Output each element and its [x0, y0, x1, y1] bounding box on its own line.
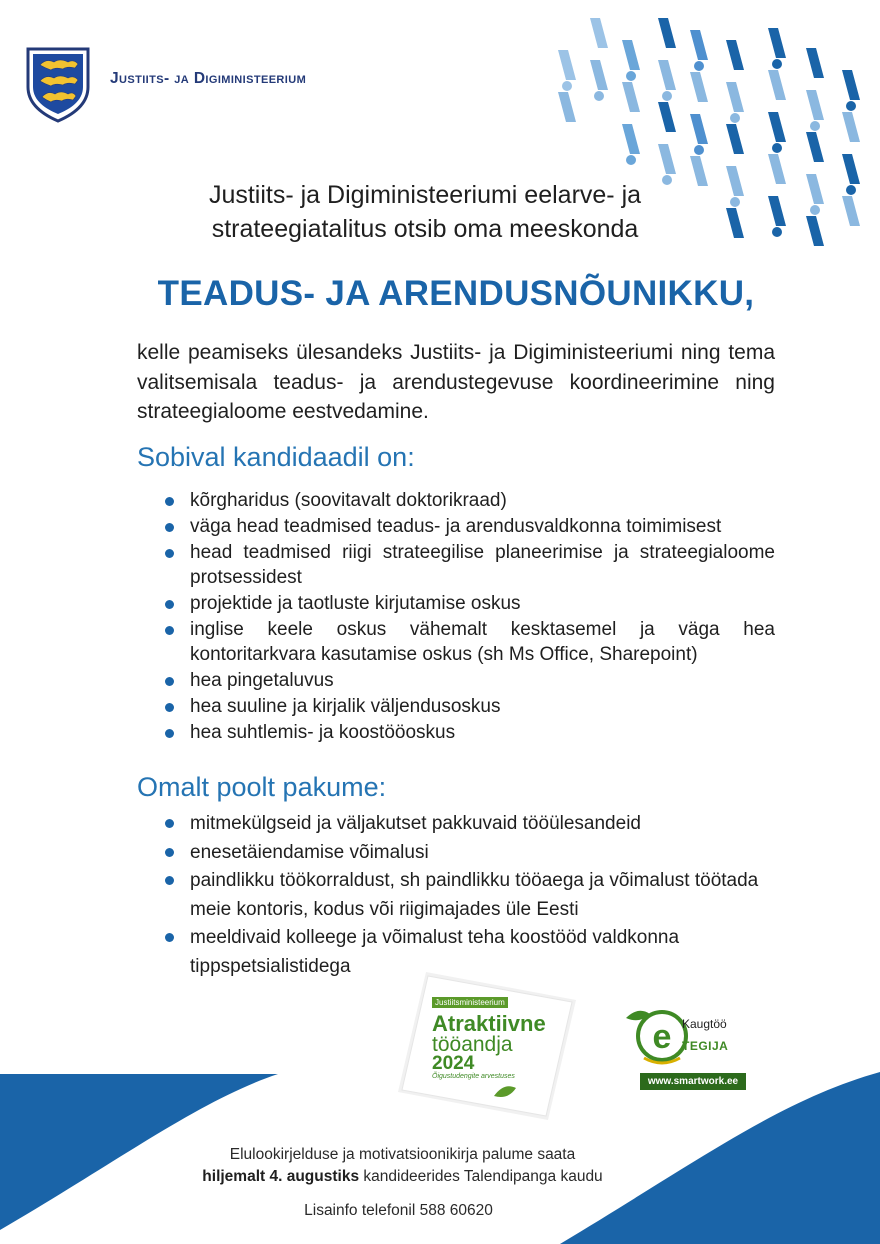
- badge-title-attractive: Atraktiivne: [432, 1011, 546, 1036]
- decor-stripe: [690, 30, 708, 60]
- intro-line-1: Justiits- ja Digiministeeriumi eelarve- ja: [208, 181, 642, 209]
- requirement-item: projektide ja taotluste kirjutamise oskus: [164, 591, 775, 616]
- decor-dot: [810, 121, 820, 131]
- offer-list: [164, 810, 764, 981]
- decor-dot: [846, 185, 856, 195]
- decor-dot: [694, 145, 704, 155]
- coat-of-arms-icon: [22, 43, 94, 123]
- decor-dot: [810, 205, 820, 215]
- decor-stripe: [726, 40, 744, 70]
- decor-stripe: [622, 40, 640, 70]
- requirements-list: [164, 488, 775, 746]
- decor-stripe: [590, 60, 608, 90]
- decor-dot: [772, 59, 782, 69]
- decor-dot: [772, 227, 782, 237]
- footer-line-2-rest: kandideerides Talendipanga kaudu: [359, 1168, 603, 1185]
- smartwork-url: www.smartwork.ee: [640, 1073, 746, 1090]
- decor-stripe: [558, 50, 576, 80]
- decor-stripe: [690, 114, 708, 144]
- decor-stripe: [658, 102, 676, 132]
- decor-dot: [662, 91, 672, 101]
- application-deadline: hiljemalt 4. augustiks: [202, 1168, 360, 1185]
- smartwork-kaug-label: Kaugtöö: [682, 1017, 727, 1031]
- decor-stripe: [622, 82, 640, 112]
- badge-subtitle: Õigustudengite arvestuses: [432, 1073, 515, 1080]
- badge-org-label: Justiitsministeerium: [432, 997, 508, 1008]
- ministry-name: Justiits- ja Digiministeerium: [110, 70, 307, 87]
- decor-dot: [730, 113, 740, 123]
- decor-stripe: [806, 132, 824, 162]
- decor-stripe: [726, 208, 744, 238]
- requirement-item: head teadmised riigi strateegilise planeerimise ja strateegialoome protsessidest: [164, 540, 775, 590]
- requirement-item: hea suuline ja kirjalik väljendusoskus: [164, 694, 775, 719]
- decor-stripe: [842, 196, 860, 226]
- badge-year: 2024: [432, 1053, 475, 1074]
- contact-phone: Lisainfo telefonil 588 60620: [304, 1202, 493, 1219]
- application-instructions: [0, 1144, 805, 1188]
- decor-stripe: [842, 154, 860, 184]
- decor-stripe: [806, 174, 824, 204]
- decor-stripe: [726, 166, 744, 196]
- decor-stripe: [768, 196, 786, 226]
- decor-stripe: [806, 216, 824, 246]
- decor-stripe: [842, 112, 860, 142]
- intro-text: [150, 178, 700, 246]
- position-title: TEADUS- JA ARENDUSNÕUNIKKU,: [157, 274, 755, 313]
- decor-stripe: [726, 124, 744, 154]
- requirement-item: hea suhtlemis- ja koostööoskus: [164, 720, 775, 745]
- offer-item: mitmekülgseid ja väljakutset pakkuvaid tööülesandeid: [164, 810, 764, 839]
- decor-stripe: [806, 48, 824, 78]
- decor-dot: [772, 143, 782, 153]
- offer-item: enesetäiendamise võimalusi: [164, 839, 764, 868]
- decor-stripe: [590, 18, 608, 48]
- decor-stripe: [658, 60, 676, 90]
- decor-stripe: [726, 82, 744, 112]
- requirements-heading: Sobival kandidaadil on:: [137, 442, 415, 472]
- decor-stripe: [842, 70, 860, 100]
- requirement-item: inglise keele oskus vähemalt kesktasemel ja väga hea kontoritarkvara kasutamise oskus (sh Ms Office, Sharepoint): [164, 617, 775, 667]
- decor-stripe: [768, 28, 786, 58]
- decor-stripe: [558, 92, 576, 122]
- footer-line-2: [0, 1166, 805, 1188]
- attractive-employer-badge: [432, 992, 572, 1080]
- decor-stripe: [806, 90, 824, 120]
- decor-stripe: [658, 144, 676, 174]
- decor-stripe: [622, 124, 640, 154]
- offer-item: paindlikku töökorraldust, sh paindlikku tööaega ja võimalust töötada meie kontoris, kodus või riigimajades üle Eesti: [164, 867, 764, 924]
- decor-dot: [562, 81, 572, 91]
- requirement-item: hea pingetaluvus: [164, 668, 775, 693]
- decor-stripe: [768, 154, 786, 184]
- badge-title-employer: tööandja: [432, 1033, 513, 1056]
- offer-heading: Omalt poolt pakume:: [137, 772, 387, 802]
- requirement-item: väga head teadmised teadus- ja arendusvaldkonna toimimisest: [164, 514, 775, 539]
- decor-dot: [626, 155, 636, 165]
- smartwork-tegija-label: TEGIJA: [682, 1039, 729, 1053]
- decor-dot: [846, 101, 856, 111]
- decor-stripe: [768, 70, 786, 100]
- position-description: kelle peamiseks ülesandeks Justiits- ja Digiministeeriumi ning tema valitsemisala teadus- ja arendustegevuse koordineerimine ning strateegialoome eestvedamine.: [137, 341, 775, 423]
- decor-stripe: [690, 72, 708, 102]
- intro-line-2: strateegiatalitus otsib oma meeskonda: [211, 215, 639, 243]
- decor-dot: [594, 91, 604, 101]
- svg-text:e: e: [652, 1018, 672, 1056]
- decor-stripe: [658, 18, 676, 48]
- decor-dot: [626, 71, 636, 81]
- footer-line-1: Elulookirjelduse ja motivatsioonikirja palume saata: [229, 1146, 576, 1163]
- offer-item: meeldivaid kolleege ja võimalust teha koostööd valdkonna tippspetsialistidega: [164, 924, 764, 981]
- requirement-item: kõrgharidus (soovitavalt doktorikraad): [164, 488, 775, 513]
- decor-dot: [730, 197, 740, 207]
- decor-stripe: [768, 112, 786, 142]
- decor-dot: [694, 61, 704, 71]
